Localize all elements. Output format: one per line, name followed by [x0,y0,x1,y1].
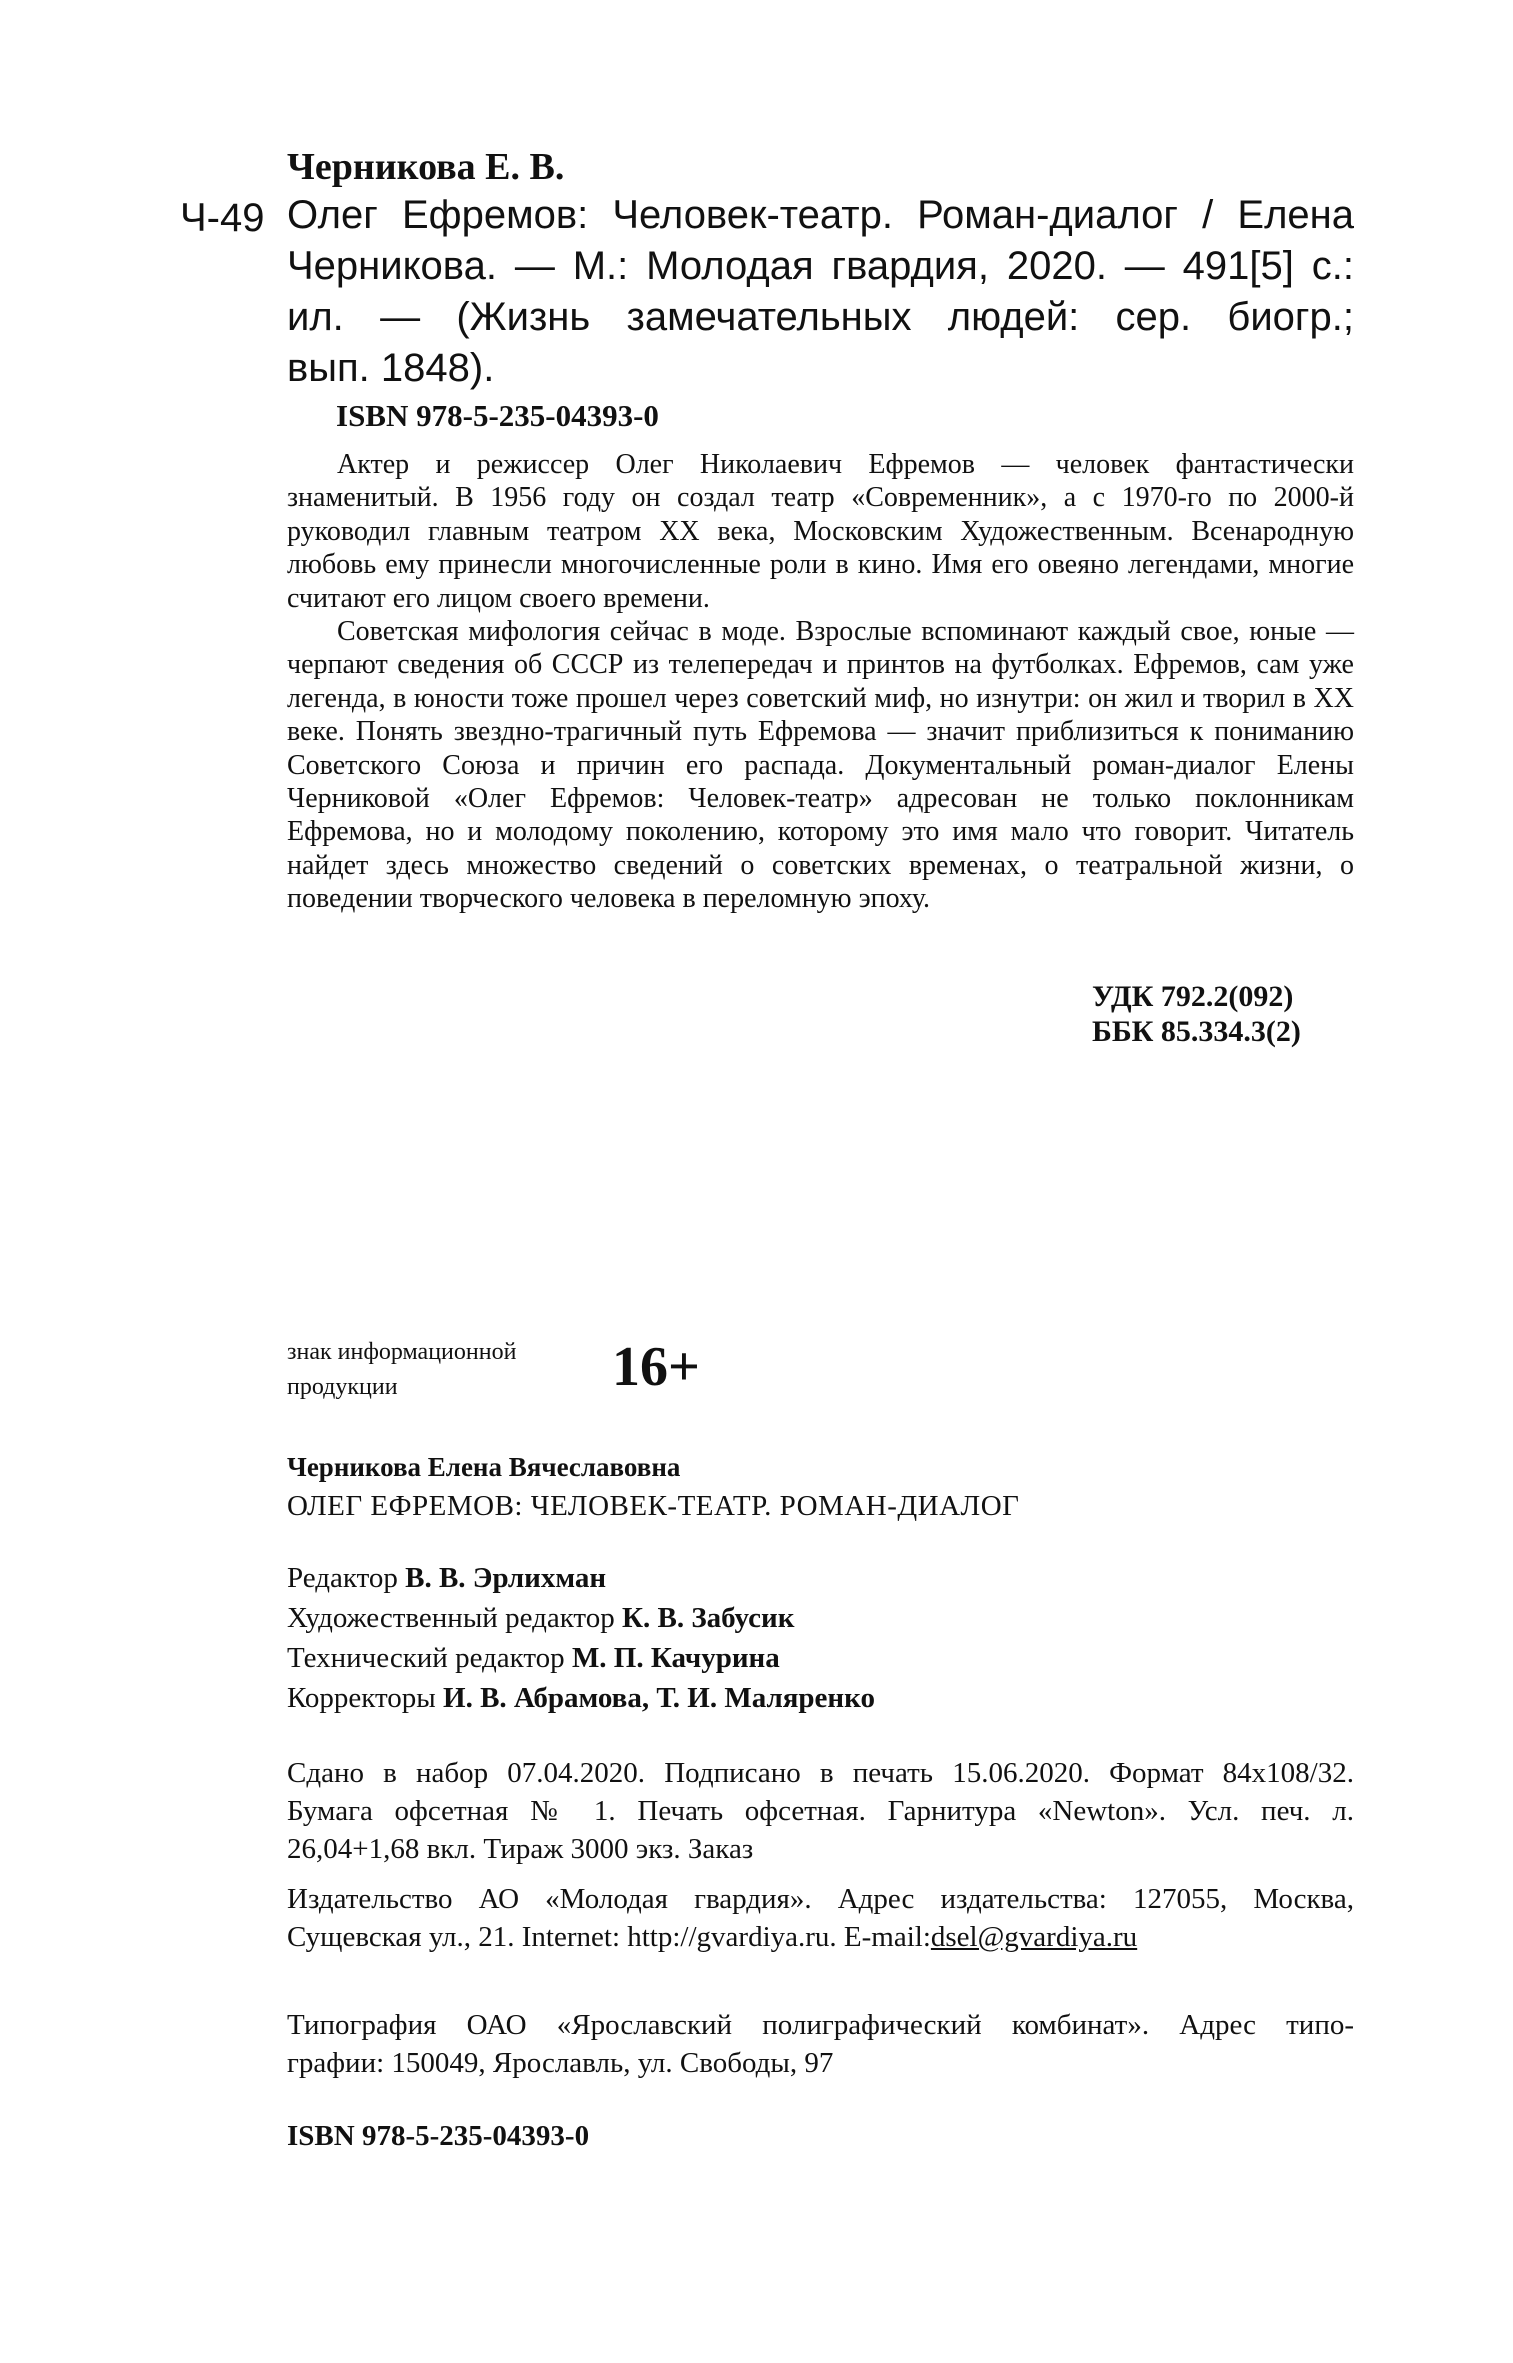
editor-line [287,1682,875,1715]
isbn-footer: ISBN 978-5-235-04393-0 [287,2120,590,2152]
editor-line [287,1562,606,1595]
print-info-line: 26,04+1,68 вкл. Тираж 3000 экз. Заказ [287,1833,754,1865]
printer-info [287,2006,1354,2082]
editor-role: Редактор [287,1562,398,1594]
biblio-line: Черникова. — М.: Молодая гвардия, 2020. — 491[5] с.: [287,244,1354,288]
bbk-code: ББК 85.334.3(2) [1092,1015,1301,1048]
editor-name: В. В. Эрлихман [405,1562,607,1594]
editor-line [287,1602,794,1635]
bibliographic-description [287,190,1354,394]
biblio-line: ил. — (Жизнь замечательных людей: сер. биогр.; [287,295,1354,339]
publisher-line [287,1918,1354,1956]
udk-code: УДК 792.2(092) [1092,980,1294,1013]
editor-line [287,1642,780,1675]
annotation-paragraph: Советская мифология сейчас в моде. Взрослые вспоминают каждый свое, юные — черпают сведения об СССР из телепередач и принтов на футболках. Ефремов, сам уже легенда, в юности тоже прошел через советский миф, но изнутри: он жил и творил в XX веке. Понять звездно-трагичный путь Ефремова — значит приблизиться к пониманию Советского Союза и причин его распада. Документальный роман-диалог Елены Черниковой «Олег Ефремов: Человек-театр» адресован не только поклонникам Ефремова, но и молодому поколению, которому это имя мало что говорит. Читатель найдет здесь множество сведений о советских временах, о театральной жизни, о поведении творческого человека в переломную эпоху. [287,616,1354,915]
publisher-address: Сущевская ул., 21. Internet: http://gvardiya.ru. E-mail: [287,1921,931,1953]
printer-line: Типография ОАО «Ярославский полиграфический комбинат». Адрес типо- [287,2009,1354,2041]
library-code: Ч-49 [180,196,265,240]
annotation [287,448,1354,916]
editor-name: К. В. Забусик [621,1602,795,1634]
info-product-sign [287,1335,587,1405]
print-info-line: Сдано в набор 07.04.2020. Подписано в печать 15.06.2020. Формат 84х108/32. [287,1757,1354,1789]
editor-role: Технический редактор [287,1642,565,1674]
publisher-line: Издательство АО «Молодая гвардия». Адрес издательства: 127055, Москва, [287,1883,1354,1915]
publisher-email-link[interactable]: dsel@gvardiya.ru [930,1921,1138,1953]
editor-role: Корректоры [287,1682,436,1714]
info-sign-line: продукции [287,1374,398,1400]
editor-name: И. В. Абрамова, Т. И. Маляренко [443,1682,875,1714]
imprint-author: Черникова Елена Вячеславовна [287,1452,681,1482]
isbn-header: ISBN 978-5-235-04393-0 [336,398,659,433]
biblio-line: вып. 1848). [287,346,495,390]
imprint-title: ОЛЕГ ЕФРЕМОВ: ЧЕЛОВЕК-ТЕАТР. РОМАН-ДИАЛОГ [287,1490,1020,1522]
printer-line: графии: 150049, Ярославль, ул. Свободы, 97 [287,2047,834,2079]
annotation-paragraph: Актер и режиссер Олег Николаевич Ефремов — человек фантастически знаменитый. В 1956 году он создал театр «Современник», а с 1970-го по 2000-й руководил главным театром XX века, Московским Художественным. Всенародную любовь ему принесли многочисленные роли в кино. Имя его овеяно легендами, многие считают его лицом своего времени. [287,449,1354,614]
author-heading: Черникова Е. В. [287,146,565,188]
info-sign-line: знак информационной [287,1339,517,1365]
publisher-info [287,1880,1354,1956]
biblio-line: Олег Ефремов: Человек-театр. Роман-диалог / Елена [287,193,1354,237]
print-info [287,1754,1354,1868]
print-info-line: Бумага офсетная № 1. Печать офсетная. Гарнитура «Newton». Усл. печ. л. [287,1795,1354,1827]
age-rating: 16+ [612,1336,700,1398]
editor-role: Художественный редактор [287,1602,615,1634]
editor-name: М. П. Качурина [571,1642,780,1674]
